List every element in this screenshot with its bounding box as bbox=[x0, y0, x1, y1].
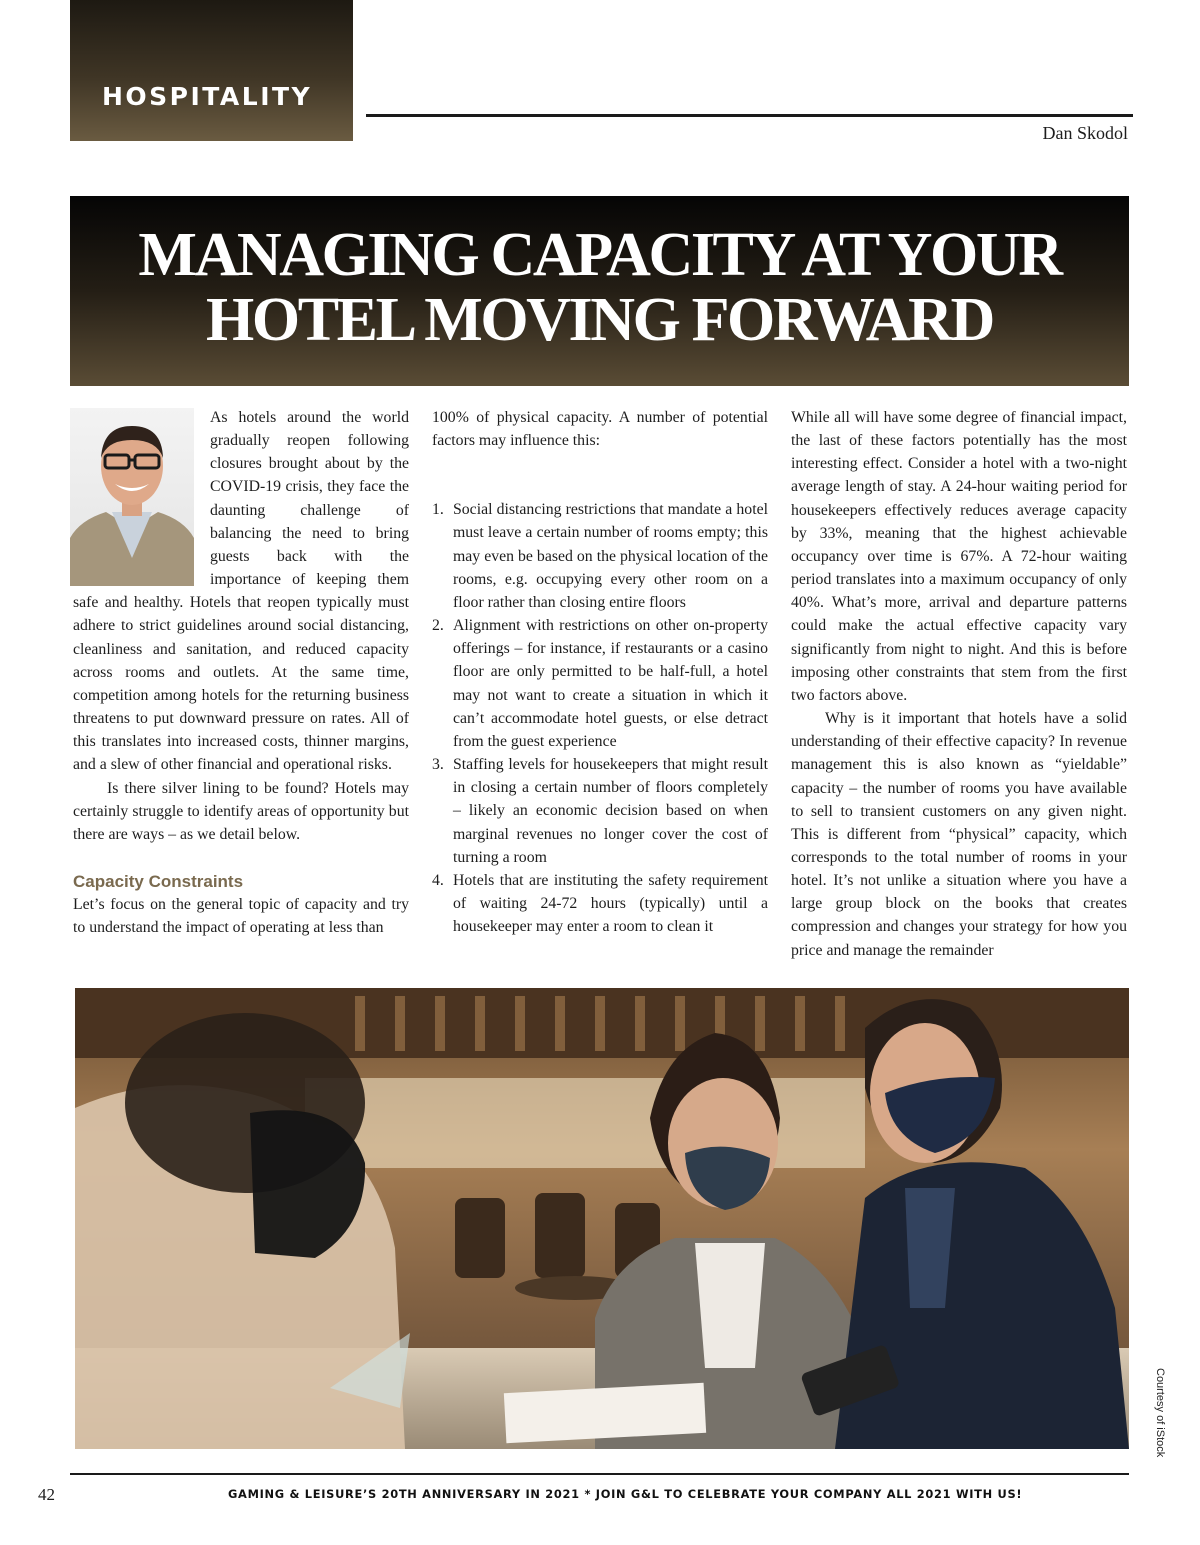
photo-credit: Courtesy of iStock bbox=[1154, 1368, 1166, 1458]
author-portrait bbox=[70, 408, 194, 586]
footer-banner: GAMING & LEISURE’S 20TH ANNIVERSARY IN 2021 * JOIN G&L TO CELEBRATE YOUR COMPANY ALL 2021 WITH US! bbox=[228, 1487, 1023, 1501]
author-byline: Dan Skodol bbox=[1042, 123, 1128, 143]
article-title bbox=[70, 223, 1129, 353]
paragraph-effective-capacity: Why is it important that hotels have a solid understanding of their effective capacity? In revenue management this is also known as “yieldable” capacity – the number of rooms you have available to sell to transient customers on any given night. This is different from “physical” capacity, which corresponds to the total number of rooms in your hotel. It’s not unlike a situation where you have a large group block on the books that creates compression and changes your strategy for how you price and manage the remainder bbox=[791, 710, 1127, 959]
page-number: 42 bbox=[38, 1485, 55, 1504]
paragraph-silver-lining: Is there silver lining to be found? Hotels may certainly struggle to identify areas of opportunity but there are ways – as we detail below. bbox=[73, 779, 409, 843]
header-rule bbox=[366, 114, 1133, 117]
intro-paragraph: As hotels around the world gradually reopen following closures brought about by the COVID-19 crisis, they face the daunting challenge of balancing the need to bring guests back with the importance of keeping them safe and healthy. Hotels that reopen typically must adhere to strict guidelines around social distancing, cleanliness and sanitation, and reduced capacity across rooms and outlets. At the same time, competition among hotels for the returning business threatens to put downward pressure on rates. All of this translates into increased costs, thinner margins, and a slew of other financial and operational risks. bbox=[73, 409, 409, 774]
list-item: 1. Social distancing restrictions that mandate a hotel must leave a certain number of rooms empty; this may even be based on the physical location of the rooms, e.g. occupying every other room on a floor rather than closing entire floors bbox=[432, 501, 768, 611]
column-2 bbox=[432, 406, 768, 938]
title-line-1: MANAGING CAPACITY AT YOUR bbox=[138, 221, 1061, 289]
footer-rule bbox=[70, 1473, 1129, 1475]
factors-list bbox=[432, 498, 768, 938]
subhead-capacity-constraints: Capacity Constraints bbox=[73, 871, 244, 891]
list-item: 4. Hotels that are instituting the safety requirement of waiting 24-72 hours (typically) until a housekeeper may enter a room to clean it bbox=[432, 871, 768, 936]
list-item: 3. Staffing levels for housekeepers that might result in closing a certain number of floors completely – likely an economic decision based on when marginal revenues no longer cover the cost of turning a room bbox=[432, 756, 768, 866]
title-line-2: HOTEL MOVING FORWARD bbox=[206, 286, 993, 354]
column-3 bbox=[791, 406, 1127, 962]
column-1 bbox=[73, 406, 409, 939]
section-tab bbox=[70, 0, 353, 141]
list-item: 2. Alignment with restrictions on other on-property offerings – for instance, if restaurants or a casino floor are only permitted to be half-full, a hotel may not want to create a situation in which it can’t accommodate hotel guests, or else detract from the guest experience bbox=[432, 617, 768, 750]
paragraph-capacity: Let’s focus on the general topic of capacity and try to understand the impact of operating at less than bbox=[73, 895, 409, 937]
paragraph-financial-impact: While all will have some degree of financial impact, the last of these factors potentially has the most interesting effect. Consider a hotel with a two-night average length of stay. A 24-hour waiting period for housekeepers effectively reduces average capacity by 33%, meaning that the highest achievable occupancy over time is 67%. A 72-hour waiting period translates into a maximum occupancy of only 40%. What’s more, arrival and departure patterns could make the actual effective capacity vary significantly from night to night. And this is before imposing other constraints that stem from the first two factors above. bbox=[791, 409, 1127, 704]
title-banner bbox=[70, 196, 1129, 386]
paragraph-lead: 100% of physical capacity. A number of potential factors may influence this: bbox=[432, 409, 768, 450]
hotel-front-desk-photo bbox=[75, 988, 1129, 1449]
section-label: HOSPITALITY bbox=[102, 82, 313, 111]
